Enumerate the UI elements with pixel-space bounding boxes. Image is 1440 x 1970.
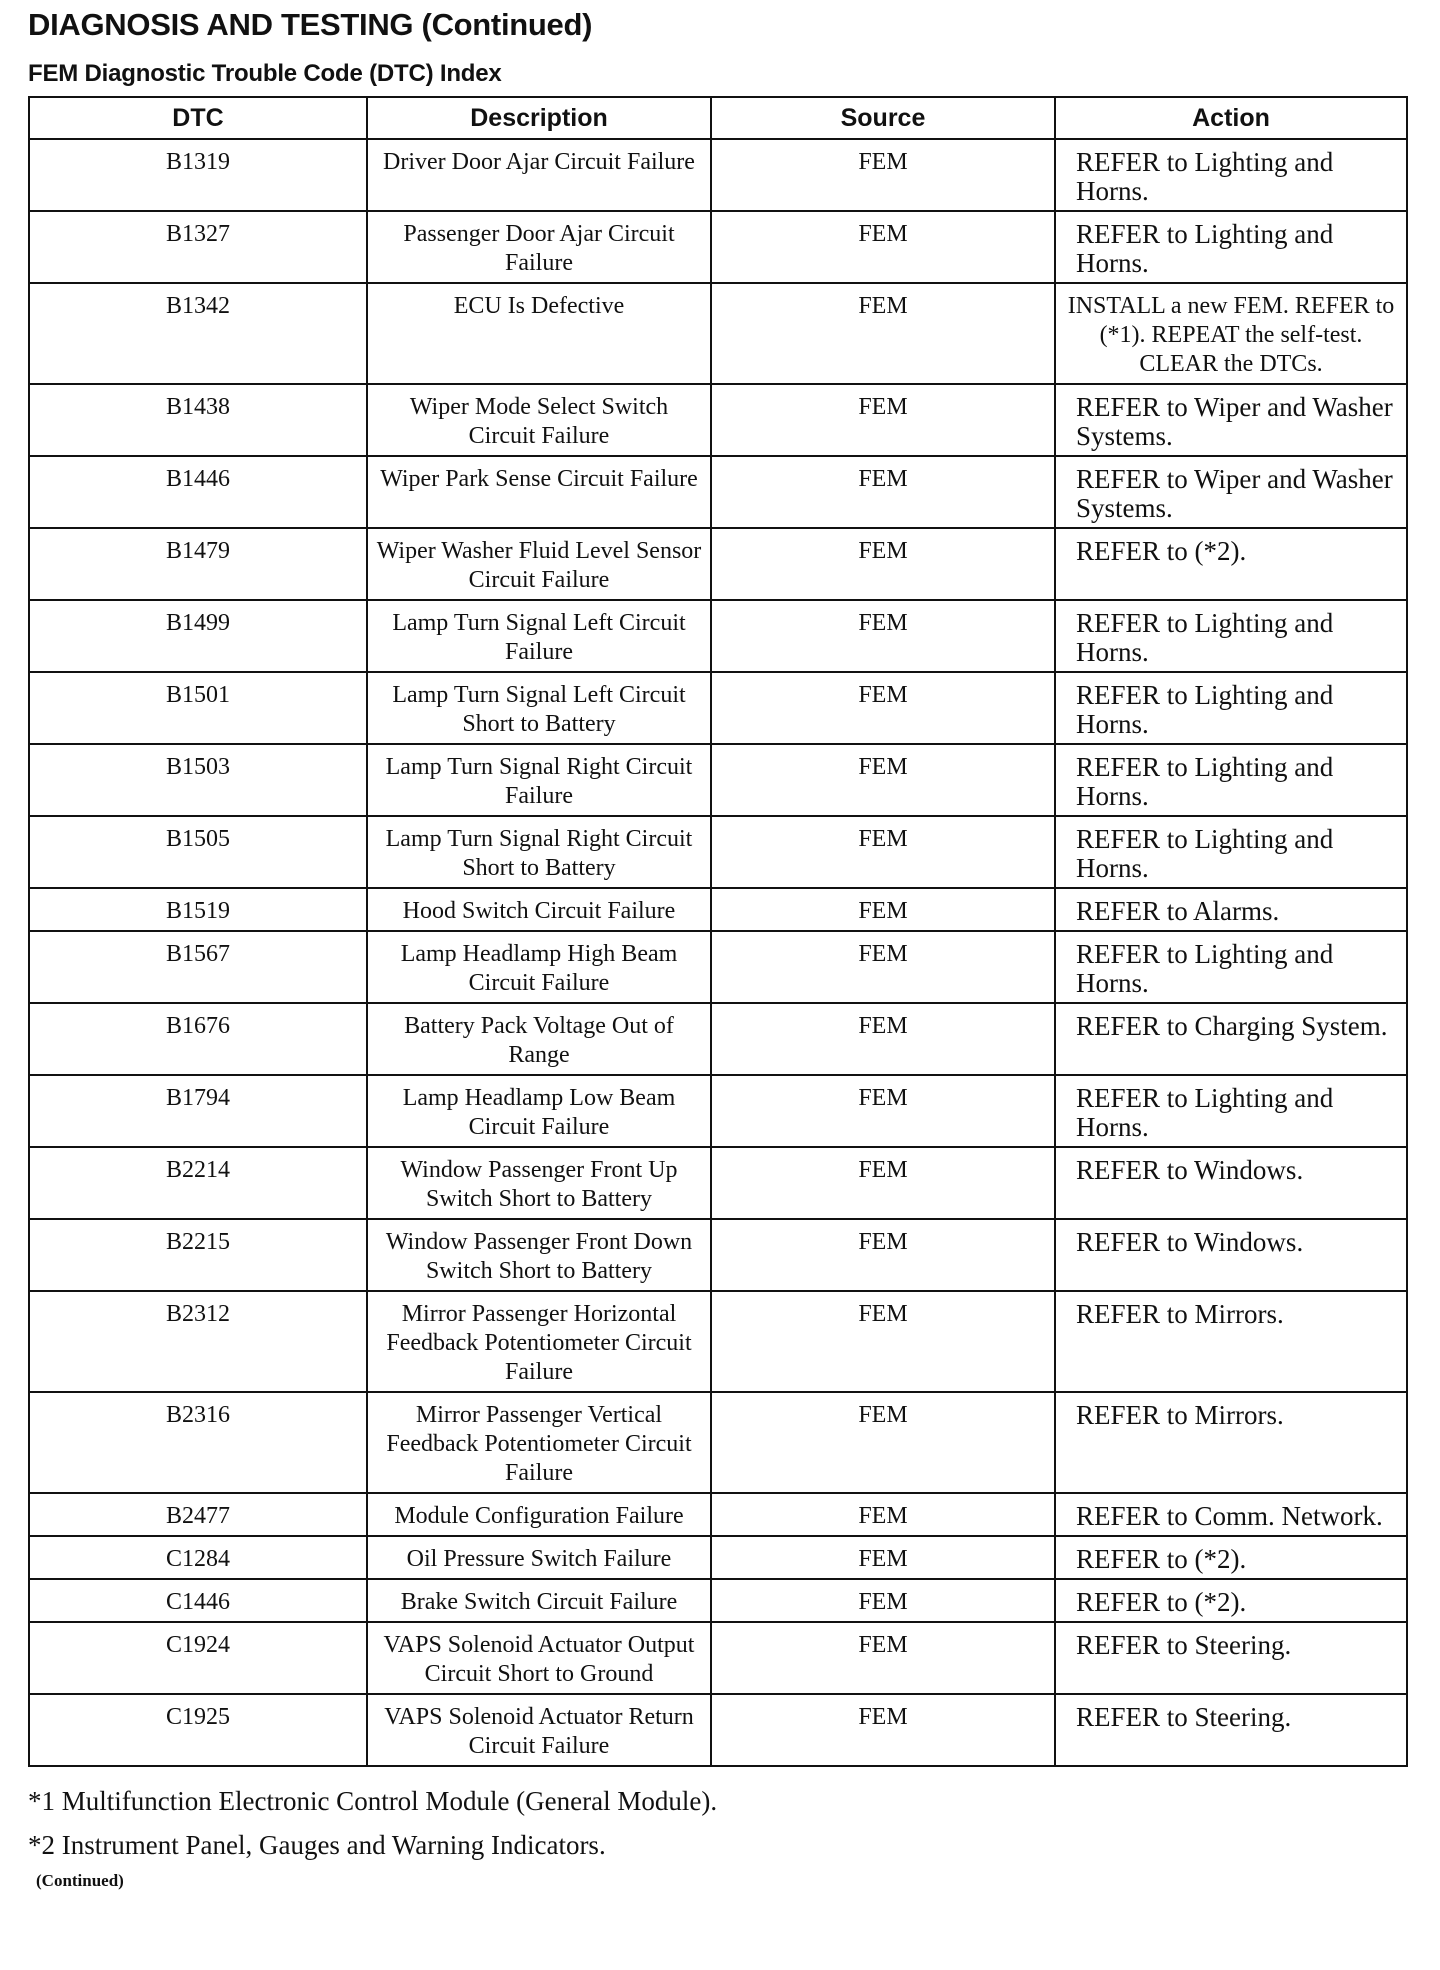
dtc-cell: C1284	[29, 1536, 367, 1579]
table-row	[29, 1003, 1407, 1075]
table-row	[29, 1579, 1407, 1622]
table-row	[29, 528, 1407, 600]
dtc-cell: B1567	[29, 931, 367, 1003]
table-row	[29, 1075, 1407, 1147]
description-cell: ECU Is Defective	[367, 283, 711, 384]
description-cell: Window Passenger Front Down Switch Short to Battery	[367, 1219, 711, 1291]
table-row	[29, 283, 1407, 384]
action-cell: REFER to Lighting and Horns.	[1055, 672, 1407, 744]
dtc-cell: B1503	[29, 744, 367, 816]
action-cell: REFER to (*2).	[1055, 1579, 1407, 1622]
table-title: FEM Diagnostic Trouble Code (DTC) Index	[28, 60, 502, 87]
dtc-cell: B1319	[29, 139, 367, 211]
description-cell: VAPS Solenoid Actuator Return Circuit Failure	[367, 1694, 711, 1766]
footnote-2: *2 Instrument Panel, Gauges and Warning Indicators.	[28, 1830, 606, 1860]
source-cell: FEM	[711, 1147, 1055, 1219]
description-cell: Lamp Turn Signal Right Circuit Short to Battery	[367, 816, 711, 888]
header-action: Action	[1055, 97, 1407, 139]
description-cell: Driver Door Ajar Circuit Failure	[367, 139, 711, 211]
source-cell: FEM	[711, 1003, 1055, 1075]
table-row	[29, 1694, 1407, 1766]
action-cell: REFER to Mirrors.	[1055, 1392, 1407, 1493]
action-cell: REFER to Alarms.	[1055, 888, 1407, 931]
source-cell: FEM	[711, 1219, 1055, 1291]
source-cell: FEM	[711, 672, 1055, 744]
dtc-cell: B2316	[29, 1392, 367, 1493]
table-row	[29, 744, 1407, 816]
description-cell: Lamp Turn Signal Right Circuit Failure	[367, 744, 711, 816]
header-dtc: DTC	[29, 97, 367, 139]
action-cell: REFER to Lighting and Horns.	[1055, 600, 1407, 672]
source-cell: FEM	[711, 1694, 1055, 1766]
action-cell: REFER to Steering.	[1055, 1694, 1407, 1766]
table-row	[29, 139, 1407, 211]
source-cell: FEM	[711, 931, 1055, 1003]
description-cell: Wiper Park Sense Circuit Failure	[367, 456, 711, 528]
table-row	[29, 1392, 1407, 1493]
action-cell: REFER to Windows.	[1055, 1219, 1407, 1291]
dtc-cell: B2477	[29, 1493, 367, 1536]
dtc-cell: B1342	[29, 283, 367, 384]
description-cell: Wiper Washer Fluid Level Sensor Circuit Failure	[367, 528, 711, 600]
dtc-cell: C1925	[29, 1694, 367, 1766]
action-cell: REFER to Lighting and Horns.	[1055, 211, 1407, 283]
dtc-cell: B1499	[29, 600, 367, 672]
description-cell: Lamp Headlamp Low Beam Circuit Failure	[367, 1075, 711, 1147]
description-cell: Lamp Turn Signal Left Circuit Short to Battery	[367, 672, 711, 744]
dtc-cell: B1438	[29, 384, 367, 456]
dtc-cell: B2312	[29, 1291, 367, 1392]
action-cell: REFER to Windows.	[1055, 1147, 1407, 1219]
source-cell: FEM	[711, 1622, 1055, 1694]
source-cell: FEM	[711, 456, 1055, 528]
source-cell: FEM	[711, 1579, 1055, 1622]
footnotes	[28, 1779, 1414, 1867]
table-row	[29, 816, 1407, 888]
continued-label: (Continued)	[36, 1871, 124, 1890]
dtc-cell: B2214	[29, 1147, 367, 1219]
dtc-cell: B1505	[29, 816, 367, 888]
source-cell: FEM	[711, 888, 1055, 931]
dtc-cell: B1446	[29, 456, 367, 528]
action-cell: REFER to Lighting and Horns.	[1055, 931, 1407, 1003]
footnote-1: *1 Multifunction Electronic Control Module (General Module).	[28, 1786, 718, 1816]
description-cell: Mirror Passenger Horizontal Feedback Potentiometer Circuit Failure	[367, 1291, 711, 1392]
action-cell: REFER to Mirrors.	[1055, 1291, 1407, 1392]
source-cell: FEM	[711, 816, 1055, 888]
description-cell: Passenger Door Ajar Circuit Failure	[367, 211, 711, 283]
action-cell: REFER to Steering.	[1055, 1622, 1407, 1694]
table-row	[29, 1493, 1407, 1536]
table-row	[29, 456, 1407, 528]
description-cell: Wiper Mode Select Switch Circuit Failure	[367, 384, 711, 456]
source-cell: FEM	[711, 384, 1055, 456]
action-cell: REFER to Lighting and Horns.	[1055, 1075, 1407, 1147]
dtc-cell: C1924	[29, 1622, 367, 1694]
description-cell: Oil Pressure Switch Failure	[367, 1536, 711, 1579]
description-cell: Module Configuration Failure	[367, 1493, 711, 1536]
source-cell: FEM	[711, 1291, 1055, 1392]
action-cell: REFER to Comm. Network.	[1055, 1493, 1407, 1536]
document-page	[28, 6, 1414, 1891]
action-cell: REFER to (*2).	[1055, 528, 1407, 600]
dtc-index-table	[28, 96, 1408, 1767]
page-title: DIAGNOSIS AND TESTING (Continued)	[28, 7, 593, 42]
table-row	[29, 1219, 1407, 1291]
action-cell: REFER to Wiper and Washer Systems.	[1055, 456, 1407, 528]
action-cell: REFER to Lighting and Horns.	[1055, 744, 1407, 816]
action-cell: REFER to (*2).	[1055, 1536, 1407, 1579]
table-row	[29, 211, 1407, 283]
description-cell: Lamp Headlamp High Beam Circuit Failure	[367, 931, 711, 1003]
dtc-cell: B1676	[29, 1003, 367, 1075]
action-cell: REFER to Wiper and Washer Systems.	[1055, 384, 1407, 456]
description-cell: Brake Switch Circuit Failure	[367, 1579, 711, 1622]
dtc-cell: B1794	[29, 1075, 367, 1147]
source-cell: FEM	[711, 1536, 1055, 1579]
description-cell: Hood Switch Circuit Failure	[367, 888, 711, 931]
table-row	[29, 888, 1407, 931]
table-row	[29, 1622, 1407, 1694]
action-cell: REFER to Lighting and Horns.	[1055, 139, 1407, 211]
table-row	[29, 384, 1407, 456]
dtc-cell: C1446	[29, 1579, 367, 1622]
source-cell: FEM	[711, 1392, 1055, 1493]
source-cell: FEM	[711, 211, 1055, 283]
table-body	[29, 139, 1407, 1766]
table-row	[29, 1291, 1407, 1392]
source-cell: FEM	[711, 600, 1055, 672]
table-row	[29, 931, 1407, 1003]
action-cell: REFER to Charging System.	[1055, 1003, 1407, 1075]
header-description: Description	[367, 97, 711, 139]
table-row	[29, 1536, 1407, 1579]
dtc-cell: B2215	[29, 1219, 367, 1291]
description-cell: Mirror Passenger Vertical Feedback Potentiometer Circuit Failure	[367, 1392, 711, 1493]
description-cell: Lamp Turn Signal Left Circuit Failure	[367, 600, 711, 672]
table-row	[29, 600, 1407, 672]
source-cell: FEM	[711, 744, 1055, 816]
description-cell: Battery Pack Voltage Out of Range	[367, 1003, 711, 1075]
source-cell: FEM	[711, 528, 1055, 600]
source-cell: FEM	[711, 139, 1055, 211]
description-cell: Window Passenger Front Up Switch Short to Battery	[367, 1147, 711, 1219]
header-source: Source	[711, 97, 1055, 139]
dtc-cell: B1479	[29, 528, 367, 600]
table-row	[29, 672, 1407, 744]
action-cell: REFER to Lighting and Horns.	[1055, 816, 1407, 888]
description-cell: VAPS Solenoid Actuator Output Circuit Short to Ground	[367, 1622, 711, 1694]
source-cell: FEM	[711, 1493, 1055, 1536]
dtc-cell: B1519	[29, 888, 367, 931]
source-cell: FEM	[711, 283, 1055, 384]
table-row	[29, 1147, 1407, 1219]
dtc-cell: B1501	[29, 672, 367, 744]
action-cell: INSTALL a new FEM. REFER to (*1). REPEAT the self-test. CLEAR the DTCs.	[1055, 283, 1407, 384]
table-header-row	[29, 97, 1407, 139]
dtc-cell: B1327	[29, 211, 367, 283]
source-cell: FEM	[711, 1075, 1055, 1147]
